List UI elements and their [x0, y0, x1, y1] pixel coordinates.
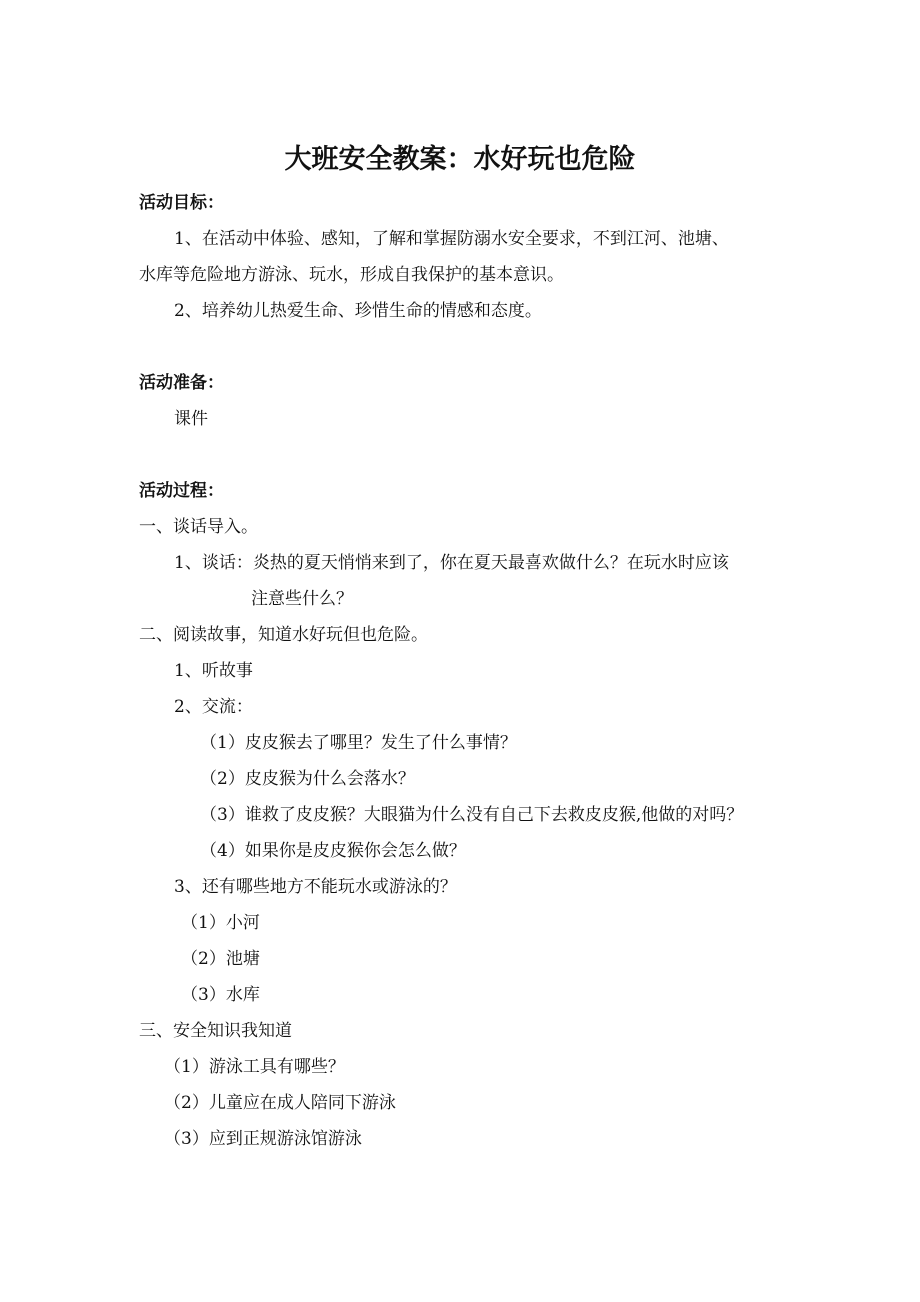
part-1-item-1-line-1: 1、谈话：炎热的夏天悄悄来到了，你在夏天最喜欢做什么？在玩水时应该	[174, 553, 729, 573]
part-2-question-1: （1）皮皮猴去了哪里？发生了什么事情？	[200, 733, 517, 753]
part-1-title: 一、谈话导入。	[139, 517, 258, 537]
part-1-item-1-line-2: 注意些什么？	[251, 589, 353, 609]
preparation-heading: 活动准备：	[139, 373, 224, 393]
goal-item-2: 2、培养幼儿热爱生命、珍惜生命的情感和态度。	[174, 301, 542, 321]
part-2-title: 二、阅读故事，知道水好玩但也危险。	[139, 625, 428, 645]
part-2-question-3: （3）谁救了皮皮猴？大眼猫为什么没有自己下去救皮皮猴,他做的对吗？	[200, 805, 744, 825]
part-2-question-2: （2）皮皮猴为什么会落水？	[200, 769, 415, 789]
goal-item-1-line-2: 水库等危险地方游泳、玩水，形成自我保护的基本意识。	[139, 265, 564, 285]
process-heading: 活动过程：	[139, 481, 224, 501]
part-2-place-3: （3）水库	[181, 985, 260, 1005]
part-2-item-1: 1、听故事	[174, 661, 253, 681]
part-2-question-4: （4）如果你是皮皮猴你会怎么做？	[200, 841, 466, 861]
preparation-content: 课件	[174, 409, 208, 429]
document-title: 大班安全教案：水好玩也危险	[284, 144, 636, 175]
part-3-title: 三、安全知识我知道	[139, 1021, 292, 1041]
part-3-knowledge-2: （2）儿童应在成人陪同下游泳	[164, 1093, 396, 1113]
part-2-place-1: （1）小河	[181, 913, 260, 933]
part-2-place-2: （2）池塘	[181, 949, 260, 969]
goal-item-1-line-1: 1、在活动中体验、感知，了解和掌握防溺水安全要求，不到江河、池塘、	[174, 229, 729, 249]
part-3-knowledge-1: （1）游泳工具有哪些？	[164, 1057, 345, 1077]
goals-heading: 活动目标：	[139, 193, 224, 213]
part-2-item-3: 3、还有哪些地方不能玩水或游泳的？	[174, 877, 457, 897]
part-2-item-2: 2、交流：	[174, 697, 253, 717]
part-3-knowledge-3: （3）应到正规游泳馆游泳	[164, 1129, 362, 1149]
